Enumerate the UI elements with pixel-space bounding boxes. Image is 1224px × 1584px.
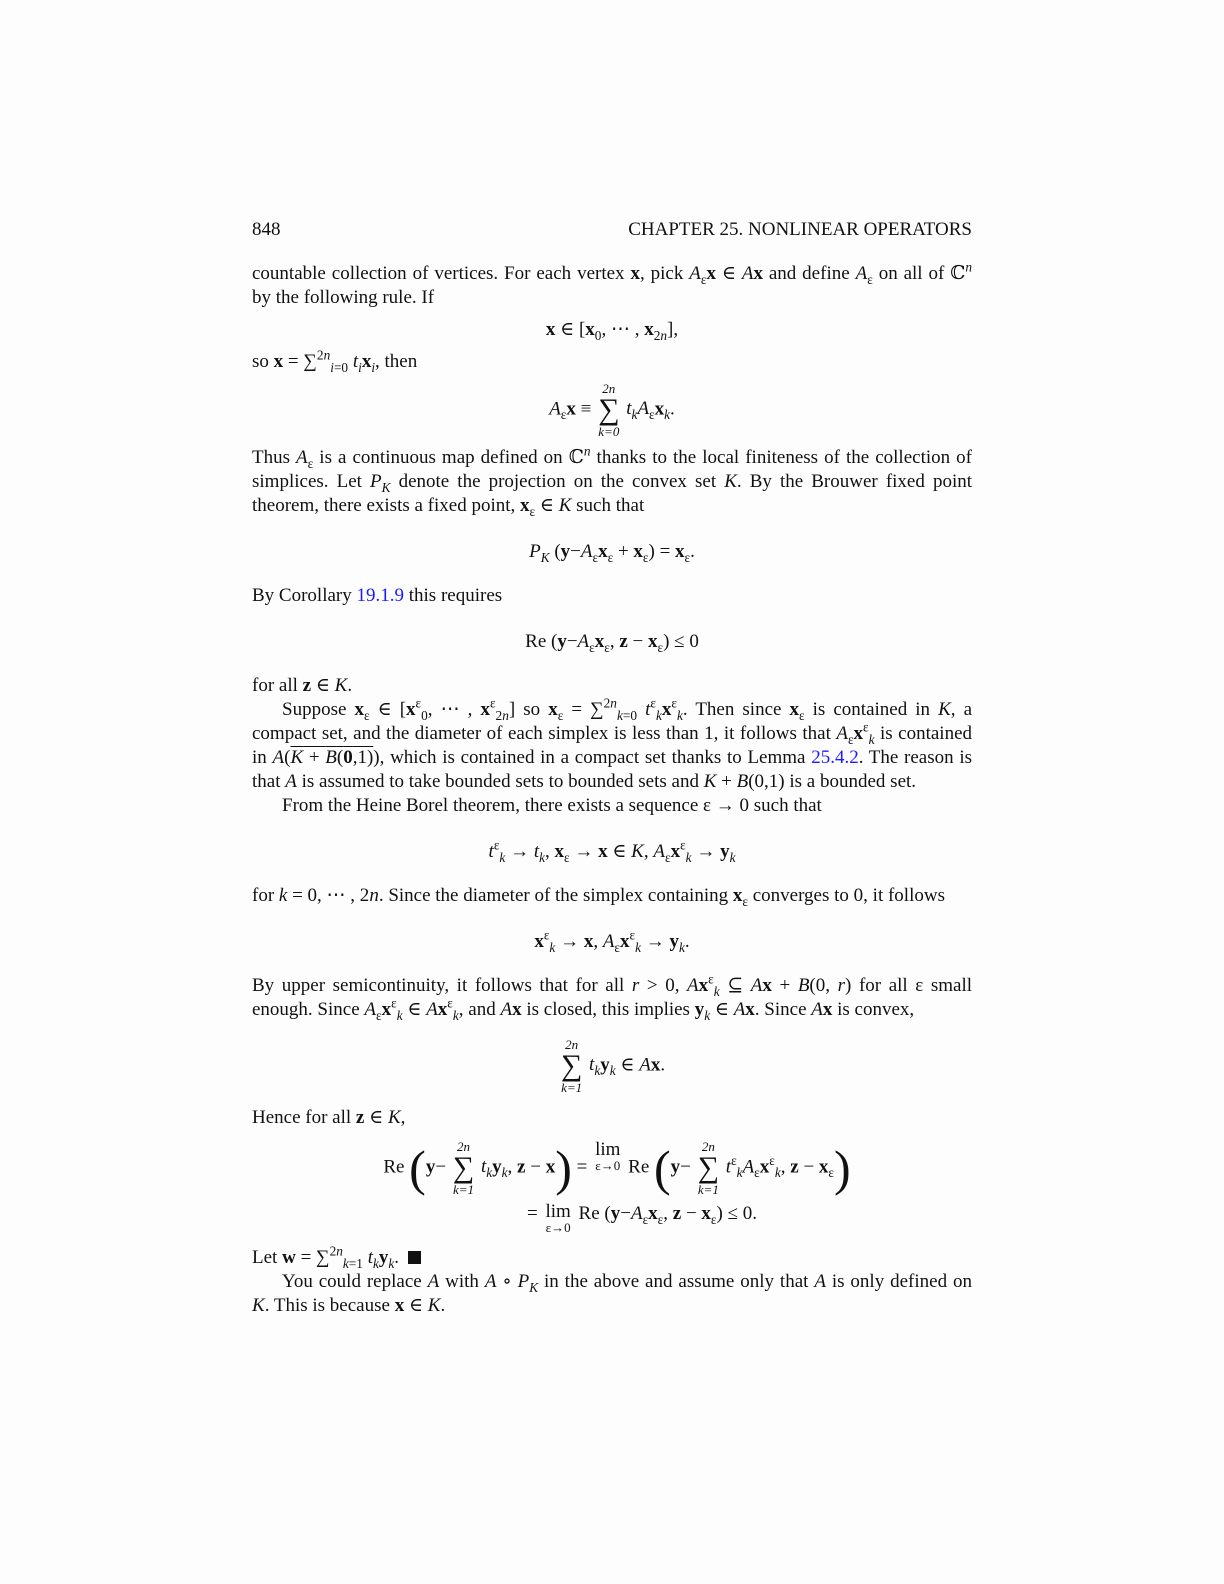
paragraph: Let w = ∑$^{2n}_{k=1}$ $t_ky_k$. bbox=[252, 1246, 972, 1270]
running-header bbox=[252, 218, 972, 244]
page-content bbox=[252, 218, 972, 1318]
paragraph: Thus $A_\varepsilon$ is a continuous map defined on ℂ$^n$ thanks to the local finiteness of the collection of simplices. Let $P_K$ denote the projection on the convex set K. By the Brouwer fixed point theorem, there exists a fixed point, $x_\varepsilon$ ∈ K such that bbox=[252, 443, 972, 519]
paragraph: countable collection of vertices. For each vertex x, pick $A_\varepsilon x$ ∈ Ax and define $A_\varepsilon$ on all of ℂ$^n$ by the following rule. If bbox=[252, 259, 973, 308]
lemma-link[interactable]: 25.4.2 bbox=[811, 747, 859, 768]
equation: 2n ∑ k=1 $t_ky_k$ ∈ Ax. bbox=[560, 1037, 666, 1095]
paragraph: so x = ∑$^{2n}_{i=0}$ $t_ix_i$, then bbox=[252, 347, 418, 375]
paragraph: for k = 0, ⋯ , 2n. Since the diameter of the simplex containing $x_\varepsilon$ converges to 0, it follows bbox=[252, 885, 945, 909]
paragraph: By Corollary 19.1.9 this requires bbox=[252, 585, 503, 606]
equation: $t^\varepsilon_k \to t_k$, $x_\varepsilon \to x$ ∈ K, $A_\varepsilon x^\varepsilon_k \to y_k$ bbox=[488, 837, 736, 865]
equation: $x^\varepsilon_k \to x$, $A_\varepsilon x^\varepsilon_k \to y_k$. bbox=[534, 927, 690, 955]
chapter-title: CHAPTER 25. NONLINEAR OPERATORS bbox=[628, 219, 972, 240]
paragraph: for all z ∈ K. bbox=[252, 675, 353, 696]
equation: Re ($y-A_\varepsilon x_\varepsilon$, $z - x_\varepsilon) \le 0$ bbox=[525, 631, 699, 655]
equation: = lim ε→0 Re ($y-A_\varepsilon x_\varepsilon$, $z - x_\varepsilon) \le 0$. bbox=[526, 1201, 758, 1235]
equation: x ∈ [$x_0$, ⋯ , $x_{2n}$], bbox=[545, 319, 679, 343]
paragraph: By upper semicontinuity, it follows that for all r > 0, $Ax^\varepsilon_k$ ⊆ Ax + B(0, r) for all ε small enough. Since $A_\varepsilon x^\varepsilon_k$ ∈ $Ax^\varepsilon_k$, and Ax is closed, this implies $y_k$ ∈ Ax. Since Ax is convex, bbox=[252, 971, 973, 1023]
equation: $A_\varepsilon x$ ≡ 2n ∑ k=0 $t_kA_\varepsilon x_k$. bbox=[549, 381, 675, 439]
qed-symbol bbox=[408, 1251, 421, 1264]
paragraph: Suppose $x_\varepsilon$ ∈ [$x^\varepsilon_0$, ⋯ , $x^\varepsilon_{2n}$] so $x_\varepsilon = \sum^{2n}_{k=0}$ $t^\varepsilon_kx^\varepsilon_k$. Then since $x_\varepsilon$ is contained in K, a compact set, and the diameter of each simplex is less than 1, it follows that $A_\varepsilon x^\varepsilon_k$ is contained in A(K + B(0,1)), which is contained in a compact set thanks to Lemma 25.4.2. The reason is that A is assumed to take bounded sets to bounded sets and K + B(0,1) is a bounded set. bbox=[252, 695, 973, 792]
paragraph: You could replace A with A ∘ $P_K$ in the above and assume only that A is only defined on K. This is because x ∈ K. bbox=[252, 1271, 972, 1316]
page-number: 848 bbox=[252, 219, 281, 240]
corollary-link[interactable]: 19.1.9 bbox=[356, 585, 404, 606]
equation: $P_K$ $(y-A_\varepsilon x_\varepsilon + x_\varepsilon) = x_\varepsilon$. bbox=[529, 541, 695, 565]
paragraph: Hence for all z ∈ K, bbox=[252, 1107, 406, 1128]
paragraph: From the Heine Borel theorem, there exists a sequence ε → 0 such that bbox=[282, 795, 822, 816]
equation: Re (y− 2n ∑ k=1 $t_ky_k$, z − x) = lim ε→0 Re (y− 2n ∑ k=1 $t^\varepsilon_kA_\varepsilon x^\varepsilon_k$, $z - x_\varepsilon$) bbox=[383, 1139, 851, 1197]
